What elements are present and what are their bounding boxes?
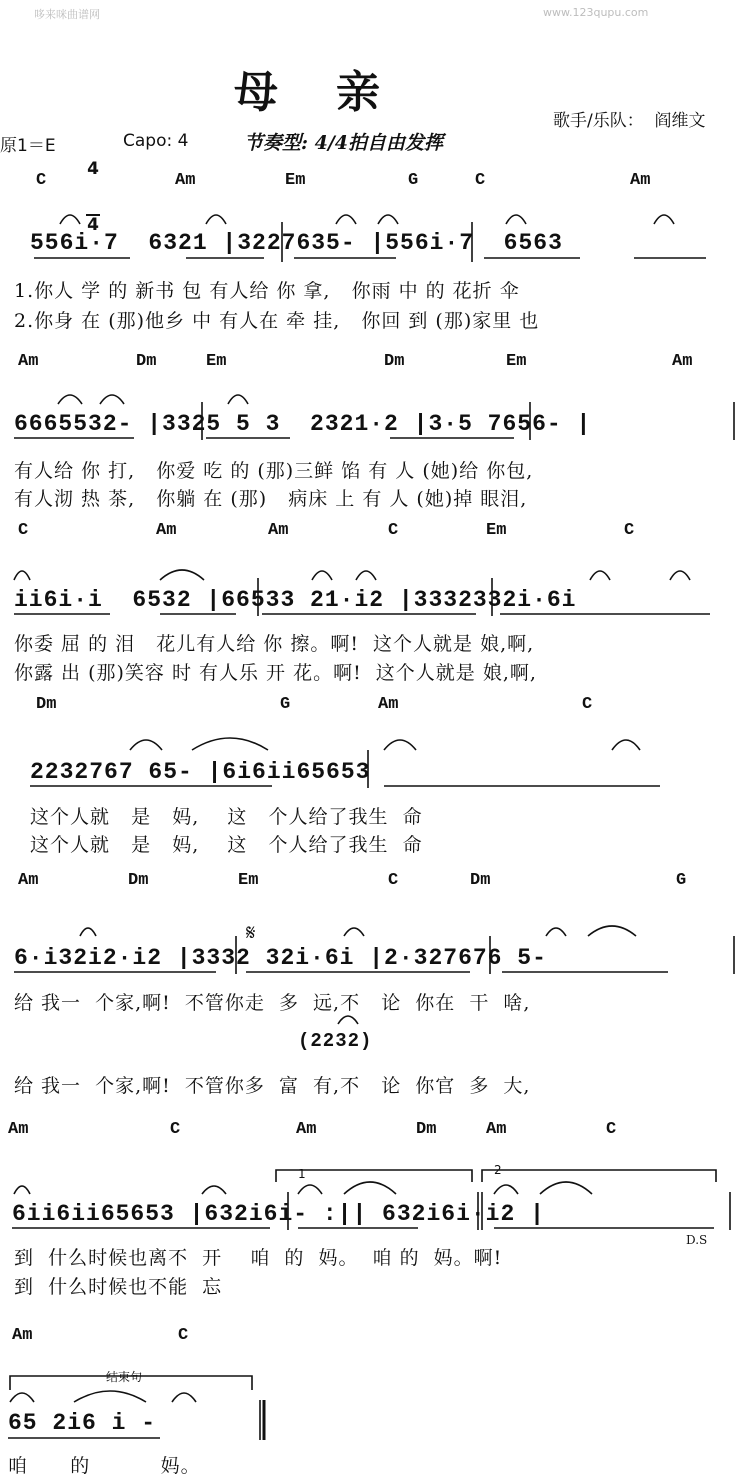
song-title: 母亲: [234, 67, 438, 118]
chord: Dm: [384, 352, 405, 371]
chord: G: [408, 171, 419, 190]
chord: C: [582, 695, 593, 714]
chord: C: [388, 521, 399, 540]
chord: Am: [175, 171, 196, 190]
notation-line: 2232767 65- |6i6ii65653: [30, 759, 371, 785]
lyric-verse-1: 到 什么时候也离不 开 咱 的 妈。 咱 的 妈。啊!: [14, 1247, 503, 1269]
chord: C: [606, 1120, 617, 1139]
key-signature: 原1＝E: [0, 136, 56, 156]
beam-underlines: [8, 258, 714, 1438]
chord: Am: [156, 521, 177, 540]
lyric-verse-1: 你委 屈 的 泪 花儿有人给 你 擦。啊! 这个人就是 娘,啊,: [14, 633, 535, 655]
chord: Dm: [416, 1120, 437, 1139]
watermark-left: 哆来咪曲谱网: [34, 8, 100, 21]
chord: Dm: [36, 695, 57, 714]
notation-line: 6665532- |3325 5 3 2321·2 |3·5 7656- |: [14, 411, 592, 437]
chord: Am: [18, 871, 39, 890]
chord: Am: [630, 171, 651, 190]
lyric-verse-2: 2.你身 在 (那)他乡 中 有人在 牵 挂, 你回 到 (那)家里 也: [14, 310, 540, 332]
chord: Em: [285, 171, 306, 190]
chord: G: [676, 871, 687, 890]
rhythm-label: 节奏型: 4/4拍自由发挥: [244, 132, 444, 154]
lyric-verse-2: 这个人就 是 妈, 这 个人给了我生 命: [30, 834, 423, 856]
chord: Am: [8, 1120, 29, 1139]
notation-line: 65 2i6 i -: [8, 1410, 157, 1436]
chord: Am: [12, 1326, 33, 1345]
lyric-verse-1: 1.你人 学 的 新书 包 有人给 你 拿, 你雨 中 的 花折 伞: [14, 280, 520, 302]
chord: Am: [486, 1120, 507, 1139]
capo-label: Capo: 4: [123, 131, 189, 151]
chord: G: [280, 695, 291, 714]
chord: C: [388, 871, 399, 890]
segno-sign: 𝄋: [246, 921, 256, 946]
chord: C: [624, 521, 635, 540]
chord: C: [36, 171, 47, 190]
chord: Em: [206, 352, 227, 371]
lyric-verse-1: 这个人就 是 妈, 这 个人给了我生 命: [30, 806, 423, 828]
lyric-verse-2: 到 什么时候也不能 忘: [14, 1276, 223, 1298]
chord: C: [178, 1326, 189, 1345]
volta-2-label: 2: [494, 1163, 502, 1177]
time-signature-bottom: 4: [87, 215, 99, 235]
chord: Am: [18, 352, 39, 371]
chord: Em: [486, 521, 507, 540]
notation-line: 6·i32i2·i2 |3332 32i·6i |2·327676 5-: [14, 945, 547, 971]
chord: Dm: [470, 871, 491, 890]
chord: Dm: [136, 352, 157, 371]
lyric-verse-1: 咱 的 妈。: [8, 1455, 201, 1477]
chord: Am: [378, 695, 399, 714]
volta-1-label: 1: [298, 1167, 306, 1181]
notation-line: ii6i·i 6532 |66533 21·i2 |3332332i·6i: [14, 587, 577, 613]
watermark-right: www.123qupu.com: [543, 6, 649, 19]
lyric-verse-2: 给 我一 个家,啊! 不管你多 富 有,不 论 你官 多 大,: [14, 1075, 531, 1097]
chord: Am: [268, 521, 289, 540]
slurs: [10, 215, 693, 1402]
notation-line: 556i·7 6321 |3227635- |556i·7 6563: [30, 230, 563, 256]
brackets: [10, 1170, 716, 1390]
time-signature-top: 4: [87, 159, 99, 179]
chord: Em: [238, 871, 259, 890]
lyric-verse-1: 有人给 你 打, 你爱 吃 的 (那)三鲜 馅 有 人 (她)给 你包,: [14, 460, 534, 482]
chord: Am: [296, 1120, 317, 1139]
lyric-verse-1: 给 我一 个家,啊! 不管你走 多 远,不 论 你在 干 啥,: [14, 992, 531, 1014]
chord: Em: [506, 352, 527, 371]
chord: C: [18, 521, 29, 540]
chord: Am: [672, 352, 693, 371]
lyric-verse-2: 有人沏 热 茶, 你躺 在 (那) 病床 上 有 人 (她)掉 眼泪,: [14, 488, 528, 510]
chord: C: [170, 1120, 181, 1139]
singer-label: 歌手/乐队： 阎维文: [553, 111, 706, 131]
chord: Dm: [128, 871, 149, 890]
chord: C: [475, 171, 486, 190]
lyric-verse-2: 你露 出 (那)笑容 时 有人乐 开 花。啊! 这个人就是 娘,啊,: [14, 662, 537, 684]
ending-label: 结束句: [106, 1370, 143, 1384]
notation-line: 6ii6ii65653 |632i6i- :|| 632i6i·i2 |: [12, 1201, 545, 1227]
bar-lines: [202, 222, 734, 1440]
alt-notes: (2232): [298, 1030, 373, 1052]
dal-segno: D.S: [686, 1233, 708, 1247]
